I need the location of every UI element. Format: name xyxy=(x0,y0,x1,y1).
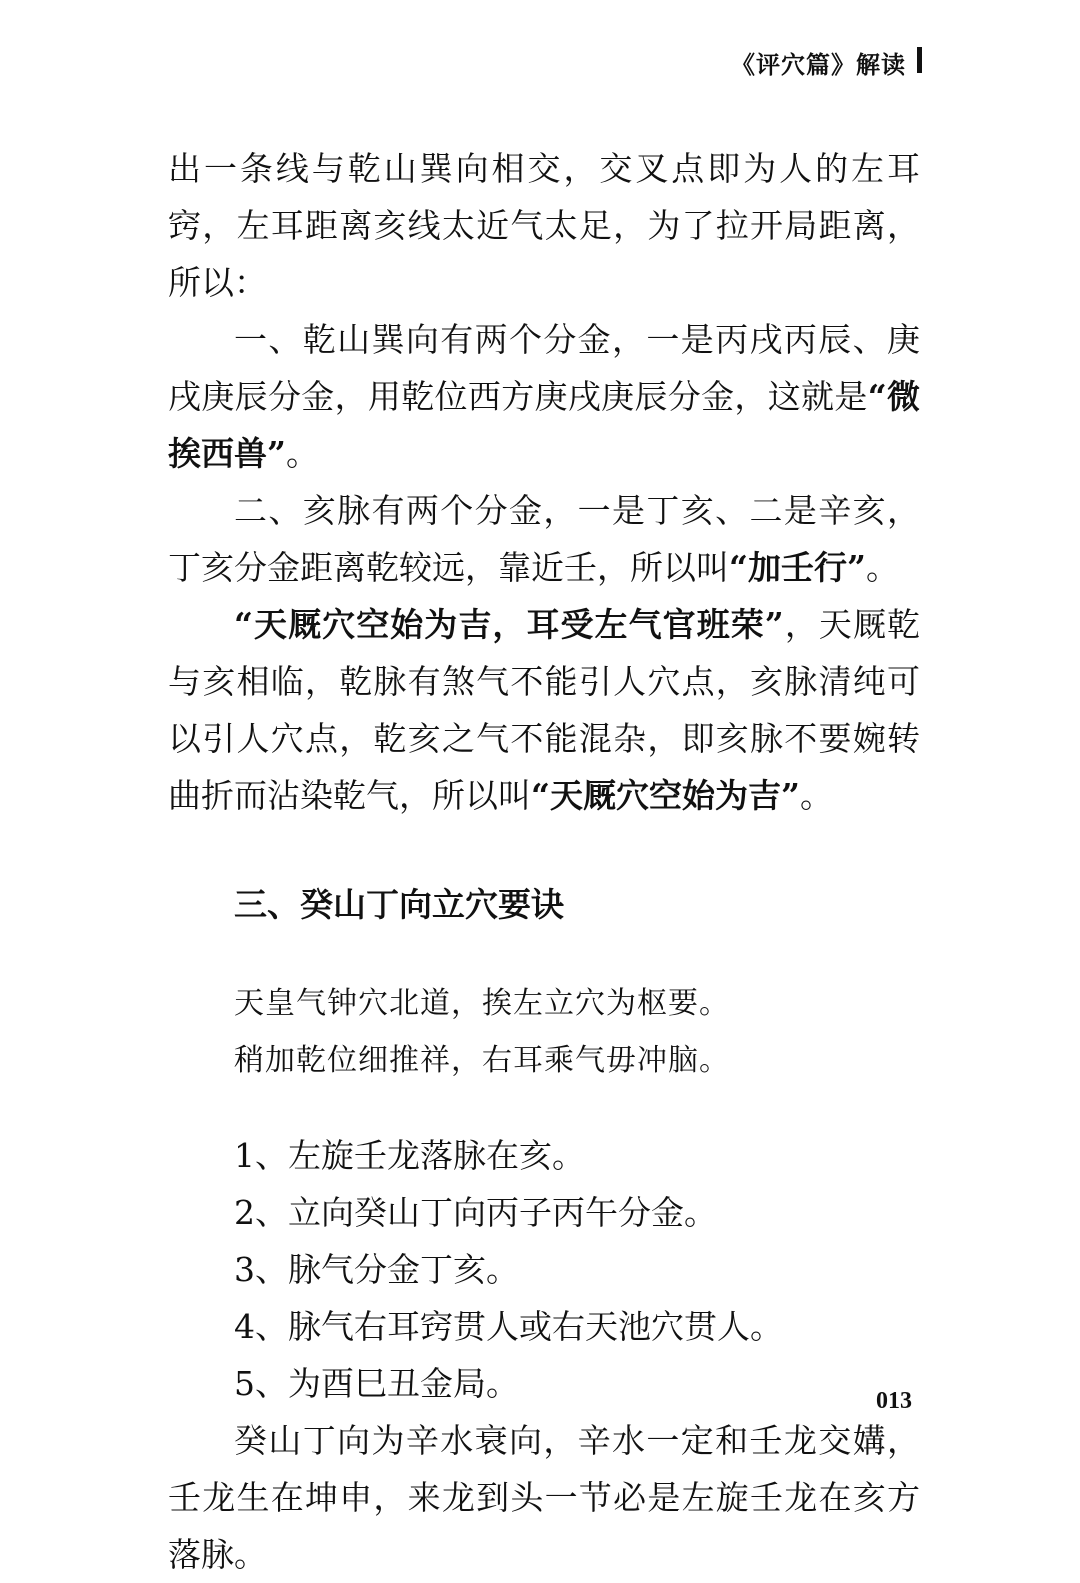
paragraph-tianjiu xyxy=(168,596,920,824)
point-two-text: 二、亥脉有两个分金，一是丁亥、二是辛亥，丁亥分金距离乾较远，靠近壬，所以叫 xyxy=(168,491,920,587)
list-item: 4、脉气右耳窍贯人或右天池穴贯人。 xyxy=(234,1307,783,1346)
list-item: 1、左旋壬龙落脉在亥。 xyxy=(234,1136,585,1175)
verse-line-2: 稍加乾位细推祥，右耳乘气毋冲脑。 xyxy=(234,1043,730,1078)
tianjiu-text: ，天厩乾与亥相临，乾脉有煞气不能引人穴点，亥脉清纯可以引人穴点，乾亥之气不能混杂，即亥脉不要婉转曲折而沾染乾气，所以叫 xyxy=(168,605,921,815)
point-two-quote: “加壬行” xyxy=(729,548,866,587)
paragraph-point-one xyxy=(168,311,920,482)
point-one-text: 一、乾山巽向有两个分金，一是丙戌丙辰、庚戌庚辰分金，用乾位西方庚戌庚辰分金，这就是 xyxy=(168,320,920,416)
tianjiu-quote: “天厩穴空始为吉，耳受左气官班荣” xyxy=(234,605,784,644)
point-one-quote: “微挨西兽” xyxy=(168,377,921,473)
paragraph-continued: 出一条线与乾山巽向相交，交叉点即为人的左耳窍，左耳距离亥线太近气太足，为了拉开局距离，所以： xyxy=(168,149,920,302)
section-heading: 三、癸山丁向立穴要诀 xyxy=(234,885,564,924)
page-number: 013 xyxy=(876,1388,912,1414)
list-item: 5、为酉巳丑金局。 xyxy=(234,1364,519,1403)
closing-paragraph: 癸山丁向为辛水衰向，辛水一定和壬龙交媾，壬龙生在坤申，来龙到头一节必是左旋壬龙在亥方落脉。 xyxy=(168,1421,920,1574)
running-header xyxy=(731,45,922,80)
verse-line-1: 天皇气钟穴北道，挨左立穴为枢要。 xyxy=(234,986,730,1021)
numbered-list xyxy=(234,1127,920,1412)
point-one-end: 。 xyxy=(285,434,319,473)
header-bar xyxy=(917,47,922,73)
page-body xyxy=(168,140,920,1583)
list-item: 2、立向癸山丁向丙子丙午分金。 xyxy=(234,1193,717,1232)
tianjiu-end: 。 xyxy=(799,776,833,815)
point-two-end: 。 xyxy=(865,548,899,587)
header-title: 《评穴篇》解读 xyxy=(731,50,906,79)
paragraph-point-two xyxy=(168,482,920,596)
list-item: 3、脉气分金丁亥。 xyxy=(234,1250,519,1289)
verse-block xyxy=(234,975,920,1089)
tianjiu-quote-two: “天厩穴空始为吉” xyxy=(531,776,800,815)
